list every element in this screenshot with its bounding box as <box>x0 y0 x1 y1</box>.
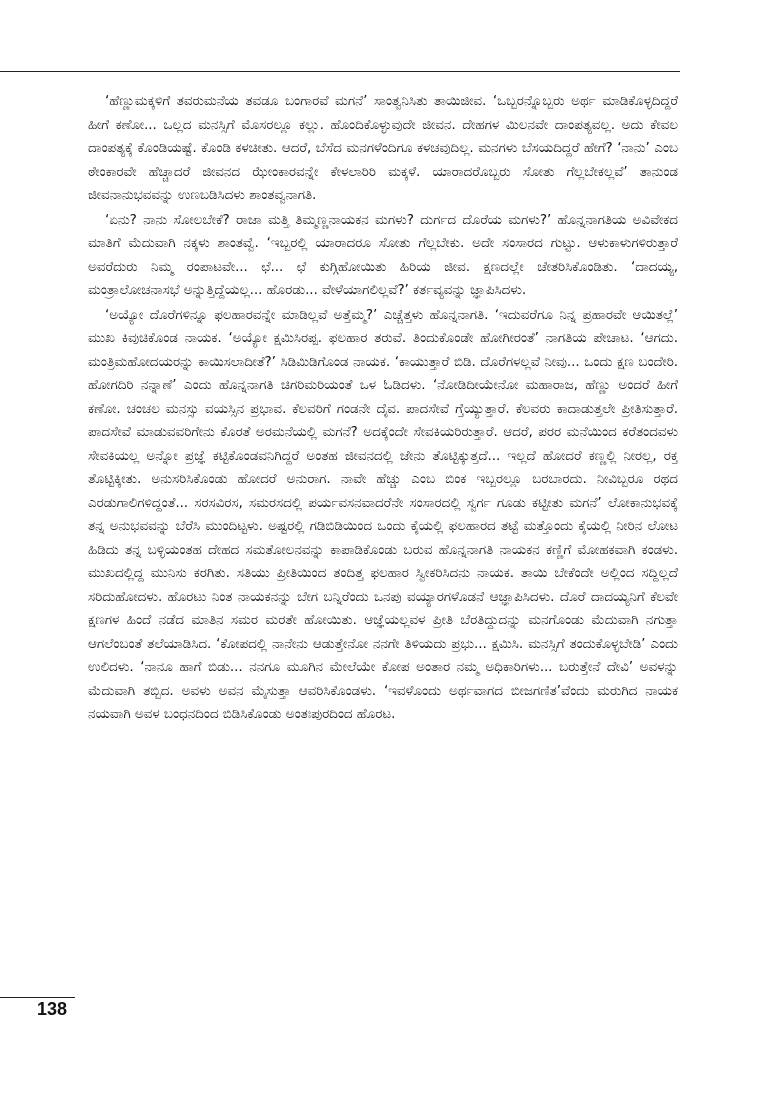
paragraph-3: ‘ಅಯ್ಯೋ ದೊರೆಗಳಿನ್ನೂ ಫಲಹಾರವನ್ನೇ ಮಾಡಿಲ್ಲವೆ ಅತ್ತೆಮ್ಮ?’ ಎಚ್ಚೆತ್ತಳು ಹೊನ್ನನಾಗತಿ. ‘ಇದುವರೆಗೂ ನಿನ್ನ ಪ್ರಹಾರವೇ ಆಯಿತಲ್ಲೆ’ ಮುಖ ಕಿವುಚಿಕೊಂಡ ನಾಯಕ. ‘ಅಯ್ಯೋ ಕ್ಷಮಿಸಿರಪ್ಪ. ಫಲಹಾರ ತರುವೆ. ತಿಂದುಕೊಂಡೇ ಹೋಗೀರಂತೆ’ ನಾಗತಿಯ ಪೇಚಾಟ. ‘ಆಗದು. ಮಂತ್ರಿಮಹೋದಯರನ್ನು ಕಾಯಿಸಲಾದೀತೆ?’ ಸಿಡಿಮಿಡಿಗೊಂಡ ನಾಯಕ. ‘ಕಾಯುತ್ತಾರೆ ಬಿಡಿ. ದೊರೆಗಳಲ್ಲವೆ ನೀವು... ಒಂದು ಕ್ಷಣ ಬಂದೇರಿ. ಹೋಗದಿರಿ ನನ್ನಾಣೆ’ ಎಂದು ಹೊನ್ನನಾಗತಿ ಚಿಗರಿಮರಿಯಂತೆ ಒಳ ಓಡಿದಳು. ‘ನೋಡಿದೀಯೇನೋ ಮಹಾರಾಜ, ಹೆಣ್ಣು ಅಂದರೆ ಹೀಗೆ ಕಣೋ. ಚಂಚಲ ಮನಸ್ಸು ವಯಸ್ಸಿನ ಪ್ರಭಾವ. ಕೆಲವರಿಗೆ ಗಂಡನೇ ದೈವ. ಪಾದಸೇವೆ ಗ್ತೆಯ್ಯುತ್ತಾರೆ. ಕೆಲವರು ಕಾದಾಡುತ್ತಲೇ ಪ್ರೀತಿಸುತ್ತಾರೆ. ಪಾದಸೇವೆ ಮಾಡುವವರಿಗೇನು ಕೊರತೆ ಅರಮನೆಯಲ್ಲಿ ಮಗನೆ? ಅದಕ್ಕೆಂದೇ ಸೇವಕಿಯರಿರುತ್ತಾರೆ. ಆದರೆ, ಪರರ ಮನೆಯಿಂದ ಕರೆತಂದವಳು ಸೇವಕಿಯಲ್ಲ ಅನ್ನೋ ಪ್ರಜ್ಞೆ ಕಟ್ಟಿಕೊಂಡವನಿಗಿದ್ದರೆ ಅಂತಹ ಜೀವನದಲ್ಲಿ ಜೇನು ತೊಟ್ಟಿಕ್ಕುತ್ತದೆ... ಇಲ್ಲದೆ ಹೋದರೆ ಕಣ್ಣಲ್ಲಿ ನೀರಲ್ಲ, ರಕ್ತ ತೊಟ್ಟಿಕ್ಕೀತು. ಅನುಸರಿಸಿಕೊಂಡು ಹೋದರೆ ಅನುರಾಗ. ನಾವೇ ಹೆಚ್ಚು ಎಂಬ ಬಿಂಕ ಇಬ್ಬರಲ್ಲೂ ಬರಬಾರದು. ನೀವಿಬ್ಬರೂ ರಥದ ಎರಡುಗಾಲಿಗಳಿದ್ದಂತೆ... ಸರಸವಿರಸ, ಸಮರಸದಲ್ಲಿ ಪರ್ಯವಸನವಾದರೆನೇ ಸಂಸಾರದಲ್ಲಿ ಸ್ವರ್ಗ ಗೂಡು ಕಟ್ಟೀತು ಮಗನೆ’ ಲೋಕಾನುಭವಕ್ಕೆ ತನ್ನ ಅನುಭವವನ್ನು ಬೆರೆಸಿ ಮುಂದಿಟ್ಟಳು. ಅಷ್ಟರಲ್ಲಿ ಗಡಿಬಿಡಿಯಿಂದ ಒಂದು ಕೈಯಲ್ಲಿ ಫಲಹಾರದ ತಟ್ಟೆ ಮತ್ತೊಂದು ಕೈಯಲ್ಲಿ ನೀರಿನ ಲೋಟ ಹಿಡಿದು ತನ್ನ ಬಳ್ಳಿಯಂತಹ ದೇಹದ ಸಮತೋಲನವನ್ನು ಕಾಪಾಡಿಕೊಂಡು ಬರುವ ಹೊನ್ನನಾಗತಿ ನಾಯಕನ ಕಣ್ಣಿಗೆ ಮೋಹಕವಾಗಿ ಕಂಡಳು. ಮುಖದಲ್ಲಿದ್ದ ಮುನಿಸು ಕರಗಿತು. ಸತಿಯು ಪ್ರೀತಿಯಿಂದ ತಂದಿತ್ತ ಫಲಹಾರ ಸ್ವೀಕರಿಸಿದನು ನಾಯಕ. ತಾಯಿ ಬೇಕೆಂದೇ ಅಲ್ಲಿಂದ ಸದ್ದಿಲ್ಲದೆ ಸರಿದುಹೋದಳು. ಹೊರಟು ನಿಂತ ನಾಯಕನನ್ನು ಬೇಗ ಬನ್ನಿರೆಂದು ಒನಪು ವಯ್ಯಾರಗಳೊಡನೆ ಆಜ್ಞಾಪಿಸಿದಳು. ದೊರೆ ದಾದಯ್ಯನಿಗೆ ಕೆಲವೇ ಕ್ಷಣಗಳ ಹಿಂದೆ ನಡೆದ ಮಾತಿನ ಸಮರ ಮರತೇ ಹೋಯಿತು. ಆಜ್ಞೆಯಲ್ಲವಳ ಪ್ರೀತಿ ಬೆರತಿದ್ದುದನ್ನು ಮನಗೊಂಡು ಮೆದುವಾಗಿ ನಗುತ್ತಾ ಆಗಲೆಂಬಂತೆ ತಲೆಯಾಡಿಸಿದ. ‘ಕೋಪದಲ್ಲಿ ನಾನೇನು ಆಡುತ್ತೇನೋ ನನಗೇ ತಿಳಿಯದು ಪ್ರಭು... ಕ್ಷಮಿಸಿ. ಮನಸ್ಸಿಗೆ ತಂದುಕೊಳ್ಳಬೇಡಿ’ ಎಂದು ಉಲಿದಳು. ‘ನಾನೂ ಹಾಗೆ ಬಿಡು... ನನಗೂ ಮೂಗಿನ ಮೇಲೆಯೇ ಕೋಪ ಅಂತಾರ ನಮ್ಮ ಅಧಿಕಾರಿಗಳು... ಬರುತ್ತೇನೆ ದೇವಿ’ ಅವಳನ್ನು ಮೆದುವಾಗಿ ತಬ್ಬಿದ. ಅವಳು ಅವನ ಮೈಸುತ್ತಾ ಆವರಿಸಿಕೊಂಡಳು. ‘ಇವಳೊಂದು ಅರ್ಥವಾಗದ ಬೀಜಗಣಿತ’ವೆಂದು ಮರುಗಿದ ನಾಯಕ ನಯವಾಗಿ ಅವಳ ಬಂಧನದಿಂದ ಬಿಡಿಸಿಕೊಂಡು ಅಂತಃಪುರದಿಂದ ಹೊರಟ. <box>88 306 678 722</box>
page-number: 138 <box>37 999 68 1019</box>
top-rule <box>0 71 680 72</box>
footer-rule <box>0 997 75 998</box>
paragraph-2: ‘ಏನು? ನಾನು ಸೋಲಬೇಕೆ? ರಾಜಾ ಮತ್ತಿ ತಿಮ್ಮಣ್ಣನಾಯಕನ ಮಗಳು? ದುರ್ಗದ ದೊರೆಯ ಮಗಳು?’ ಹೊನ್ನನಾಗತಿಯ ಅವಿವೇಕದ ಮಾತಿಗೆ ಮೆದುವಾಗಿ ನಕ್ಕಳು ಶಾಂತವ್ವೆ. ‘ಇಬ್ಬರಲ್ಲಿ ಯಾರಾದರೂ ಸೋತು ಗೆಲ್ಲಬೇಕು. ಅದೇ ಸಂಸಾರದ ಗುಟ್ಟು. ಆಳುಕಾಳುಗಳಿರುತ್ತಾರೆ ಅವರೆದುರು ನಿಮ್ಮ ರಂಪಾಟವೇ... ಛೆ... ಛೆ ಕುಗ್ಗಿಹೋಯಿತು ಹಿರಿಯ ಜೀವ. ಕ್ಷಣದಲ್ಲೇ ಚೇತರಿಸಿಕೊಂಡಿತು. ‘ದಾದಯ್ಯ, ಮಂತ್ರಾಲೋಚನಾಸಭೆ ಅನ್ನುತ್ತಿದ್ದೆಯಲ್ಲ... ಹೊರಡು... ವೇಳೆಯಾಗಲಿಲ್ಲವೆ?’ ಕರ್ತವ್ಯವನ್ನು ಜ್ಞಾಪಿಸಿದಳು. <box>88 211 678 298</box>
paragraph-1: ‘ಹೆಣ್ಣುಮಕ್ಕಳಿಗೆ ತವರುಮನೆಯ ತವಡೂ ಬಂಗಾರವೆ ಮಗನೆ’ ಸಾಂತ್ವನಿಸಿತು ತಾಯಿಜೀವ. ‘ಒಬ್ಬರನ್ನೊಬ್ಬರು ಅರ್ಥ ಮಾಡಿಕೊಳ್ಳದಿದ್ದರೆ ಹೀಗೆ ಕಣೋ... ಒಲ್ಲದ ಮನಸ್ಸಿಗೆ ಮೊಸರಲ್ಲೂ ಕಲ್ಲು. ಹೊಂದಿಕೊಳ್ಳುವುದೇ ಜೀವನ. ದೇಹಗಳ ಮಿಲನವೇ ದಾಂಪತ್ಯವಲ್ಲ. ಅದು ಕೇವಲ ದಾಂಪತ್ಯಕ್ಕೆ ಕೊಂಡಿಯಷ್ಟೆ. ಕೊಂಡಿ ಕಳಚೀತು. ಆದರೆ, ಬೆಸೆದ ಮನಗಳೆಂದಿಗೂ ಕಳಚವುದಿಲ್ಲ. ಮನಗಳು ಬೆಸಯದಿದ್ದರೆ ಹೇಗೆ? ‘ನಾನು’ ಎಂಬ ಠೇಂಕಾರವೇ ಹೆಚ್ಚಾದರೆ ಜೀವನದ ಝೇಂಕಾರವನ್ನೇ ಕೇಳಲಾರಿರಿ ಮಕ್ಕಳೆ. ಯಾರಾದರೊಬ್ಬರು ಸೋತು ಗೆಲ್ಲಬೇಕಲ್ಲವೆ’ ತಾನುಂಡ ಜೀವನಾನುಭವವನ್ನು ಉಣಬಡಿಸಿದಳು ಶಾಂತವ್ವನಾಗತಿ. <box>88 93 678 203</box>
body-text <box>88 90 678 728</box>
